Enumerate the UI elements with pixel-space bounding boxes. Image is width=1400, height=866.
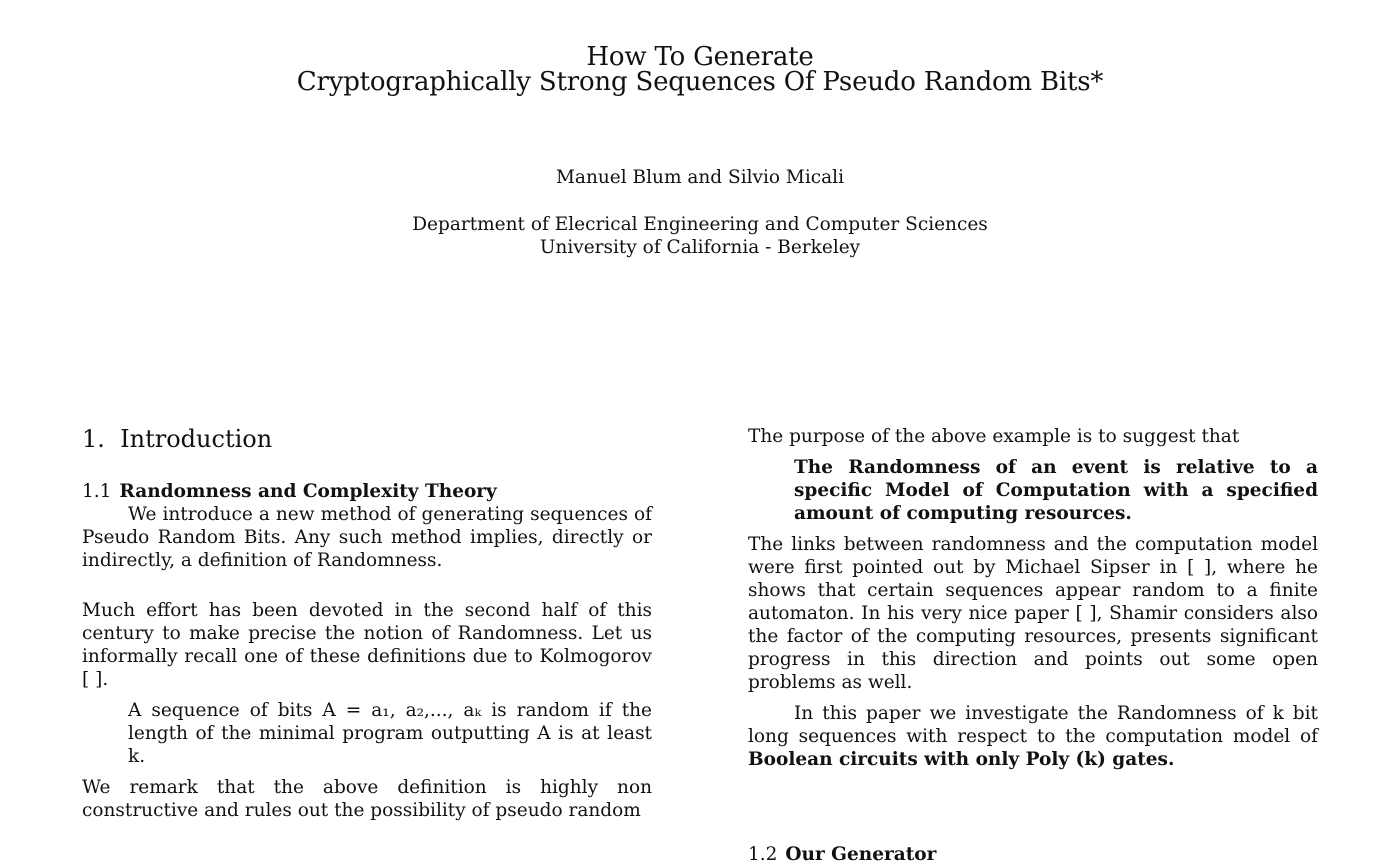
definition-block: A sequence of bits A = a₁, a₂,..., aₖ is random if the length of the minimal program outputting A is at least k. [128, 700, 652, 767]
paragraph: The purpose of the above example is to suggest that [748, 426, 1240, 447]
paragraph [748, 702, 1318, 771]
paper-title [0, 42, 1400, 97]
paragraph: The links between randomness and the computation model were first pointed out by Michael Sipser in [ ], where he shows that certain sequences appear random to a finite automaton. In his very nice paper [ ], Shamir considers also the factor of the computing resources, presents significant progress in this direction and points out some open problems as well. [748, 534, 1318, 693]
emphasis-text: Boolean circuits with only Poly (k) gates. [748, 749, 1175, 770]
section-heading [82, 425, 652, 453]
subsection-title: Randomness and Complexity Theory [119, 481, 497, 502]
subsection-heading [748, 843, 1318, 866]
subsection-heading [82, 480, 652, 503]
right-column [748, 425, 1318, 866]
paragraph: We introduce a new method of generating sequences of Pseudo Random Bits. Any such method implies, directly or indirectly, a definition of Randomness. [82, 504, 652, 571]
title-line-1: How To Generate [586, 42, 814, 72]
authors: Manuel Blum and Silvio Micali [555, 167, 845, 188]
paragraph: Much effort has been devoted in the second half of this century to make precise the notion of Randomness. Let us informally recall one of these definitions due to Kolmogorov [ ]. [82, 600, 652, 690]
subsection-number: 1.2 [748, 844, 778, 865]
subsection-title: Our Generator [785, 844, 937, 865]
section-number: 1. [82, 425, 105, 453]
quote-block: The Randomness of an event is relative to a specific Model of Computation with a specified amount of computing resources. [794, 457, 1318, 524]
affiliation-line-1: Department of Elecrical Engineering and Computer Sciences [412, 214, 988, 235]
section-title: Introduction [120, 425, 273, 453]
affiliation [0, 213, 1400, 259]
left-column [82, 425, 652, 822]
paragraph-text: In this paper we investigate the Randomness of k bit long sequences with respect to the computation model of [748, 703, 1318, 747]
affiliation-line-2: University of California - Berkeley [539, 237, 861, 258]
paragraph: We remark that the above definition is highly non constructive and rules out the possibility of pseudo random [82, 777, 652, 821]
subsection-number: 1.1 [82, 481, 112, 502]
title-line-2: Cryptographically Strong Sequences Of Pseudo Random Bits* [296, 67, 1104, 97]
